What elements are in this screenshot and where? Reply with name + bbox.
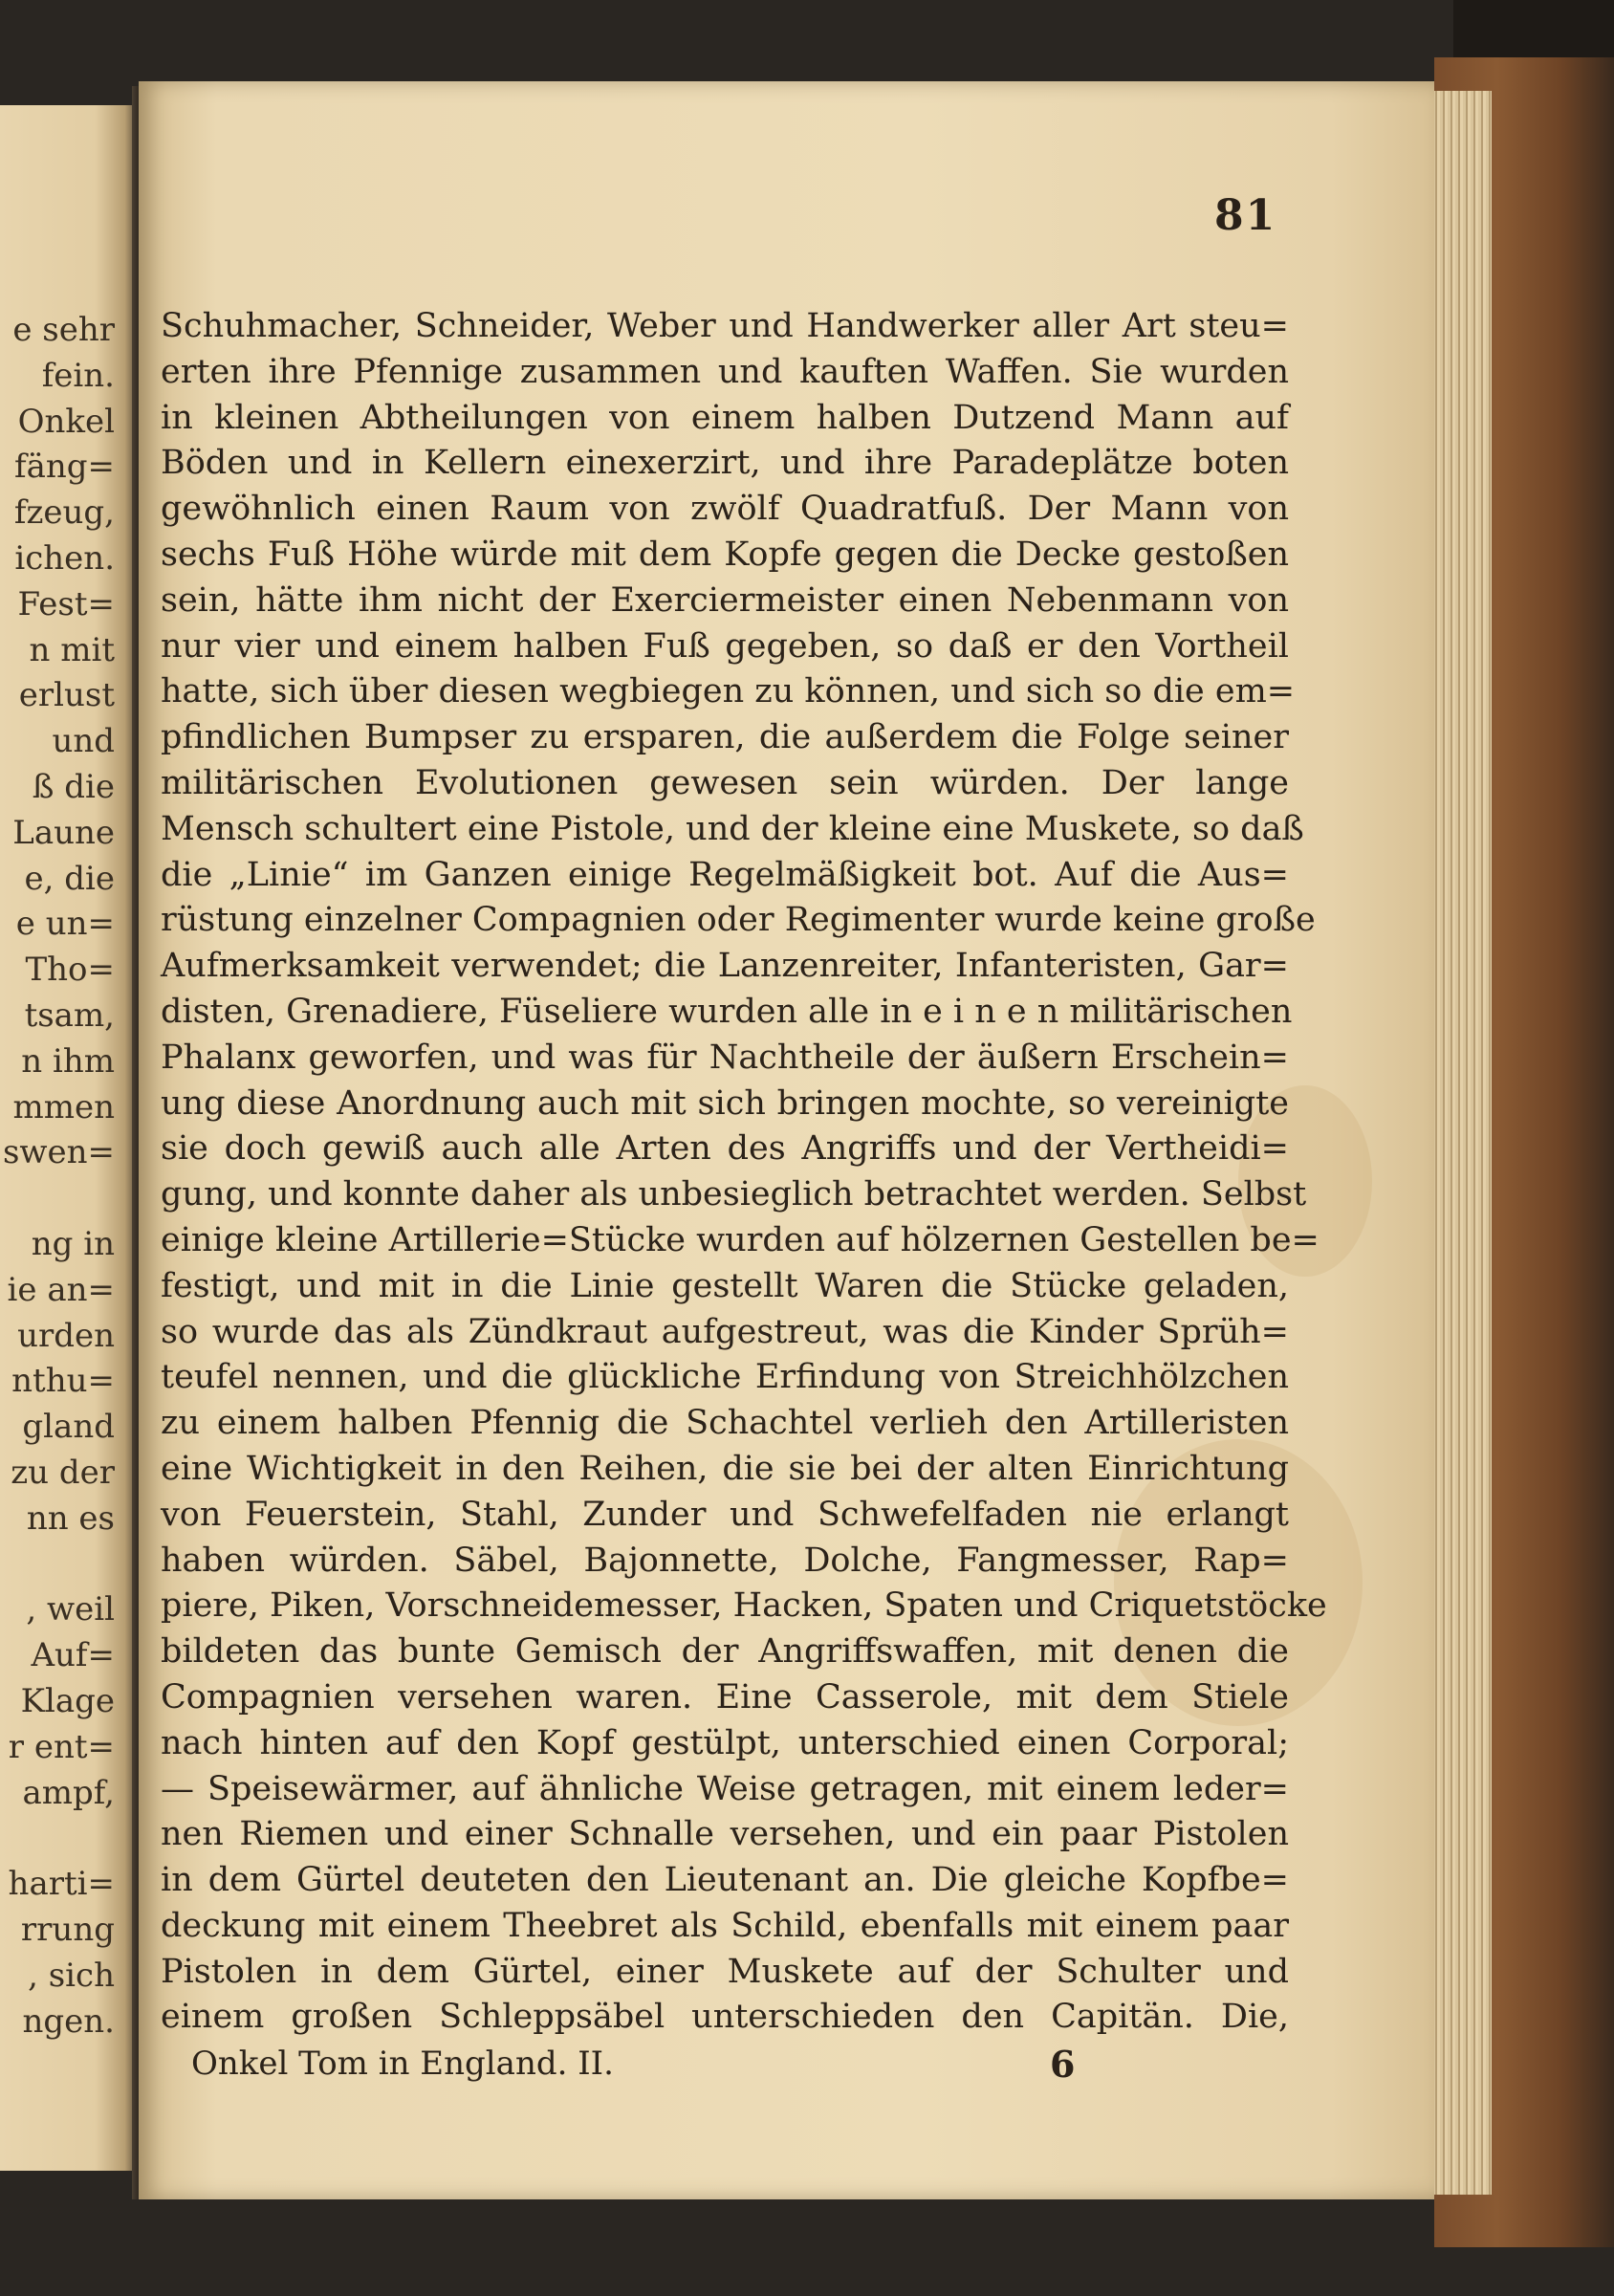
left-page-fragment: fäng= [13,448,115,487]
text-line: — Speisewärmer, auf ähnliche Weise getragen, mit einem leder= [161,1769,1289,1808]
text-line: von Feuerstein, Stahl, Zunder und Schwefelfaden nie erlangt [161,1495,1289,1534]
text-line: die „Linie“ im Ganzen einige Regelmäßigkeit bot. Auf die Aus= [161,855,1289,894]
text-line: hatte, sich über diesen wegbiegen zu können, und sich so die em= [161,672,1296,711]
left-page-fragment: e sehr [12,311,115,349]
text-line: Schuhmacher, Schneider, Weber und Handwerker aller Art steu= [161,307,1289,345]
footer-sheet-number: 6 [1050,2043,1076,2086]
text-line: in kleinen Abtheilungen von einem halben Dutzend Mann auf [161,398,1289,437]
text-line: Aufmerksamkeit verwendet; die Lanzenreiter, Infanteristen, Gar= [161,947,1289,986]
left-page-fragment: ng in [31,1225,115,1263]
left-page-fragment: r ent= [8,1727,115,1766]
text-line: so wurde das als Zündkraut aufgestreut, was die Kinder Sprüh= [161,1312,1289,1351]
page-number: 81 [1214,191,1277,240]
body-text [161,304,1327,2041]
left-page-fragment: nn es [26,1498,115,1538]
text-line: nach hinten auf den Kopf gestülpt, unterschied einen Corporal; [161,1723,1289,1762]
left-page-fragment: gland [22,1408,115,1447]
left-page-fragment: harti= [8,1865,115,1904]
text-line: Phalanx geworfen, und was für Nachtheile der äußern Erschein= [161,1038,1289,1077]
left-page-fragment: rrung [20,1911,115,1949]
left-page-fragment: nthu= [11,1362,115,1401]
text-line: piere, Piken, Vorschneidemesser, Hacken, Spaten und Criquetstöcke [161,1586,1327,1626]
left-page-fragment: und [52,722,115,761]
text-line: pfindlichen Bumpser zu ersparen, die außerdem die Folge seiner [161,718,1289,757]
text-line: sein, hätte ihm nicht der Exerciermeister einen Nebenmann von [161,580,1289,620]
left-page-fragment: mmen [12,1087,115,1126]
text-line: bildeten das bunte Gemisch der Angriffswaffen, mit denen die [161,1632,1289,1672]
text-line: teufel nennen, und die glückliche Erfindung von Streichhölzchen [161,1358,1289,1397]
text-line: zu einem halben Pfennig die Schachtel verlieh den Artilleristen [161,1404,1289,1443]
left-page [0,105,136,2171]
left-page-fragment: Fest= [17,584,115,623]
left-page-fragment: fein. [41,356,115,395]
text-line: Pistolen in dem Gürtel, einer Muskete auf der Schulter und [161,1952,1289,1991]
text-line: gung, und konnte daher als unbesieglich betrachtet werden. Selbst [161,1175,1307,1214]
text-line: deckung mit einem Theebret als Schild, ebenfalls mit einem paar [161,1906,1289,1945]
text-line: festigt, und mit in die Linie gestellt Waren die Stücke geladen, [161,1266,1289,1305]
text-line: haben würden. Säbel, Bajonnette, Dolche, Fangmesser, Rap= [161,1541,1289,1580]
text-line: erten ihre Pfennige zusammen und kauften Waffen. Sie wurden [161,352,1289,391]
left-page-fragment: Laune [12,813,115,852]
left-page-fragment: , sich [28,1956,115,1995]
left-page-fragment: e, die [24,859,115,898]
text-line: einem großen Schleppsäbel unterschieden den Capitän. Die, [161,1998,1289,2037]
left-page-fragment: Onkel [17,402,115,441]
left-page-fragment: ichen. [14,539,115,578]
text-line: in dem Gürtel deuteten den Lieutenant an. Die gleiche Kopfbe= [161,1861,1289,1900]
text-line: disten, Grenadiere, Füseliere wurden alle in e i n e n militärischen [161,992,1293,1031]
text-line: Mensch schultert eine Pistole, und der kleine eine Muskete, so daß [161,809,1304,848]
text-line: ung diese Anordnung auch mit sich bringen mochte, so vereinigte [161,1083,1289,1123]
text-line: eine Wichtigkeit in den Reihen, die sie bei der alten Einrichtung [161,1449,1289,1488]
left-page-fragment: Klage [20,1682,115,1720]
left-page-fragment: urden [17,1316,115,1355]
text-line: Böden und in Kellern einexerzirt, und ihre Paradeplätze boten [161,444,1289,483]
text-line: sechs Fuß Höhe würde mit dem Kopfe gegen die Decke gestoßen [161,535,1289,574]
left-page-fragment: tsam, [24,996,115,1035]
left-page-fragment: zu der [11,1454,115,1492]
text-line: gewöhnlich einen Raum von zwölf Quadratfuß. Der Mann von [161,490,1289,529]
text-line: rüstung einzelner Compagnien oder Regimenter wurde keine große [161,901,1316,940]
left-page-fragment: ie an= [7,1270,115,1309]
page-edges [1425,91,1492,2195]
text-line: einige kleine Artillerie=Stücke wurden auf hölzernen Gestellen be= [161,1220,1320,1259]
left-page-fragment: swen= [2,1133,115,1172]
footer-signature: Onkel Tom in England. II. [191,2045,614,2083]
left-page-fragment: ngen. [22,2001,115,2041]
text-line: sie doch gewiß auch alle Arten des Angriffs und der Vertheidi= [161,1129,1289,1169]
left-page-fragment: Auf= [31,1636,115,1675]
text-line: Compagnien versehen waren. Eine Casserole, mit dem Stiele [161,1677,1289,1717]
left-page-fragment: erlust [18,676,115,715]
left-page-fragment: ampf, [22,1773,115,1812]
left-page-fragment: n mit [29,630,115,669]
text-line: nur vier und einem halben Fuß gegeben, so daß er den Vortheil [161,626,1289,666]
left-page-fragment: e un= [15,905,115,944]
left-page-fragment: , weil [26,1590,115,1629]
left-page-fragment: n ihm [21,1041,115,1081]
text-line: militärischen Evolutionen gewesen sein würden. Der lange [161,763,1289,802]
left-page-fragment: Tho= [25,951,115,990]
left-page-fragment: fzeug, [13,493,115,533]
text-line: nen Riemen und einer Schnalle versehen, und ein paar Pistolen [161,1815,1289,1854]
left-page-fragment: ß die [32,768,115,806]
